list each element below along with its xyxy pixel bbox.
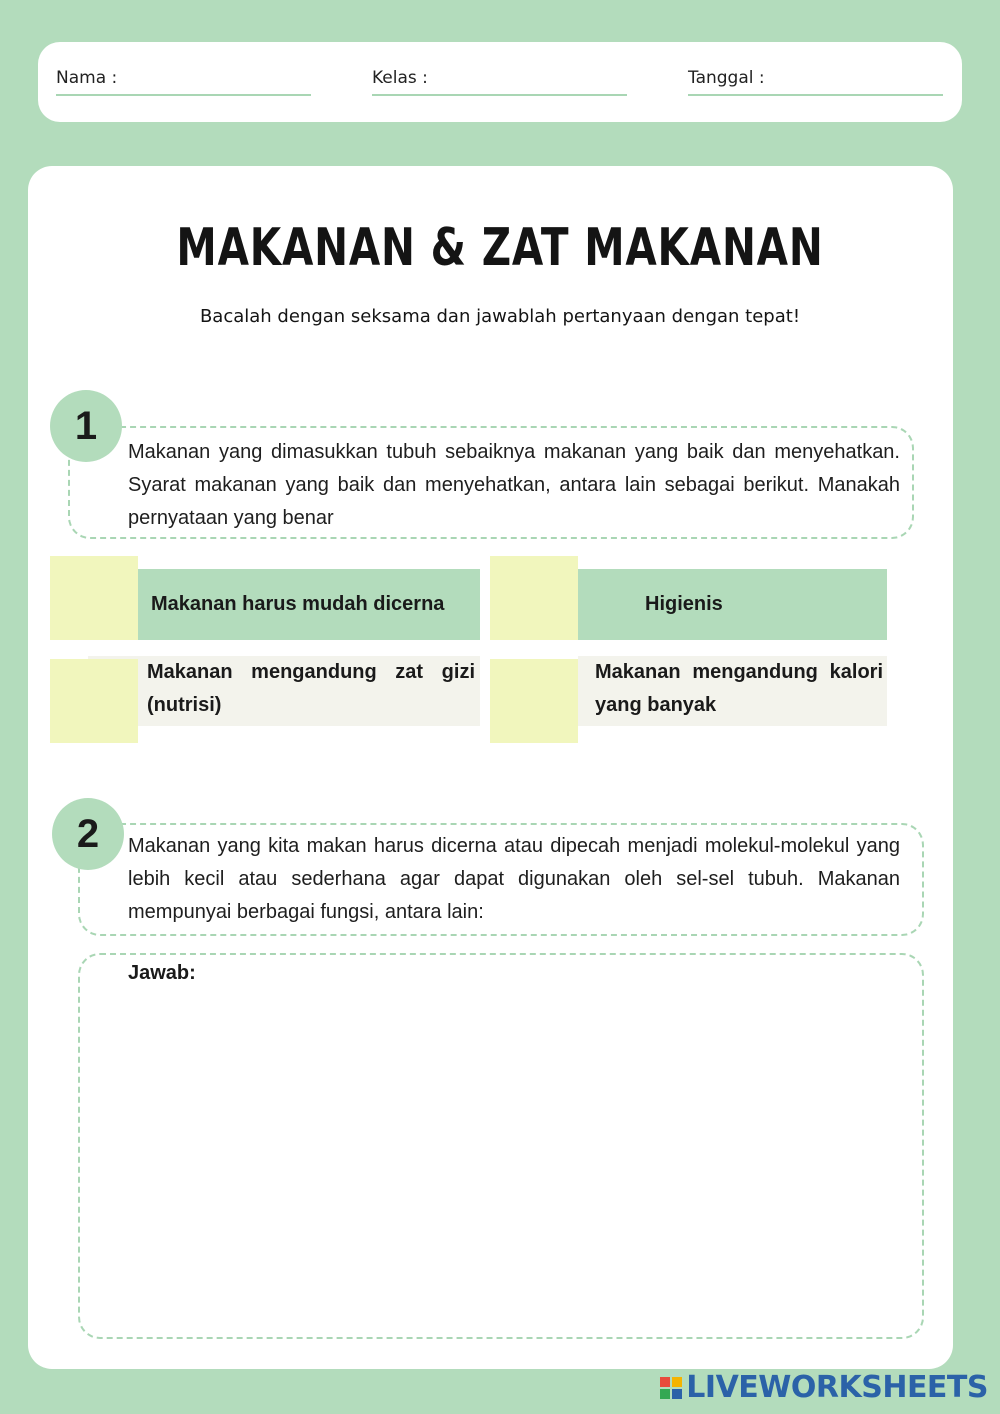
option-3-answer-box[interactable] bbox=[50, 659, 138, 743]
brand-logo bbox=[660, 1370, 988, 1405]
option-4-label: Makanan mengandung kalori yang banyak bbox=[595, 661, 883, 716]
class-label: Kelas : bbox=[372, 68, 428, 88]
name-label: Nama : bbox=[56, 68, 118, 88]
question-2-text: Makanan yang kita makan harus dicerna atau dipecah menjadi molekul-molekul yang lebih kecil atau sederhana agar dapat digunakan oleh sel-sel tubuh. Makanan mempunyai berbagai fungsi, antara lain: bbox=[128, 835, 900, 923]
option-1-answer-box[interactable] bbox=[50, 556, 138, 640]
question-1-number: 1 bbox=[50, 390, 122, 462]
date-label: Tanggal : bbox=[688, 68, 765, 88]
answer-box[interactable] bbox=[78, 953, 924, 1339]
student-info-card bbox=[38, 42, 962, 122]
option-1[interactable] bbox=[138, 569, 480, 640]
name-field[interactable] bbox=[56, 68, 311, 96]
question-1-text: Makanan yang dimasukkan tubuh sebaiknya makanan yang baik dan menyehatkan. Syarat makanan yang baik dan menyehatkan, antara lain sebagai berikut. Manakah pernyataan yang benar bbox=[128, 441, 900, 529]
option-4-answer-box[interactable] bbox=[490, 659, 578, 743]
option-2-answer-box[interactable] bbox=[490, 556, 578, 640]
answer-label: Jawab: bbox=[128, 962, 196, 984]
question-2-number: 2 bbox=[52, 798, 124, 870]
class-field[interactable] bbox=[372, 68, 627, 96]
option-2[interactable] bbox=[578, 569, 887, 640]
brand-name: LIVEWORKSHEETS bbox=[686, 1370, 988, 1405]
option-3-label: Makanan mengandung zat gizi (nutrisi) bbox=[147, 661, 475, 716]
page-title: MAKANAN & ZAT MAKANAN bbox=[176, 218, 824, 278]
option-2-label: Higienis bbox=[645, 593, 723, 615]
option-1-label: Makanan harus mudah dicerna bbox=[151, 593, 445, 615]
liveworksheets-icon bbox=[660, 1377, 682, 1399]
instructions: Bacalah dengan seksama dan jawablah pertanyaan dengan tepat! bbox=[199, 306, 801, 327]
date-field[interactable] bbox=[688, 68, 943, 96]
